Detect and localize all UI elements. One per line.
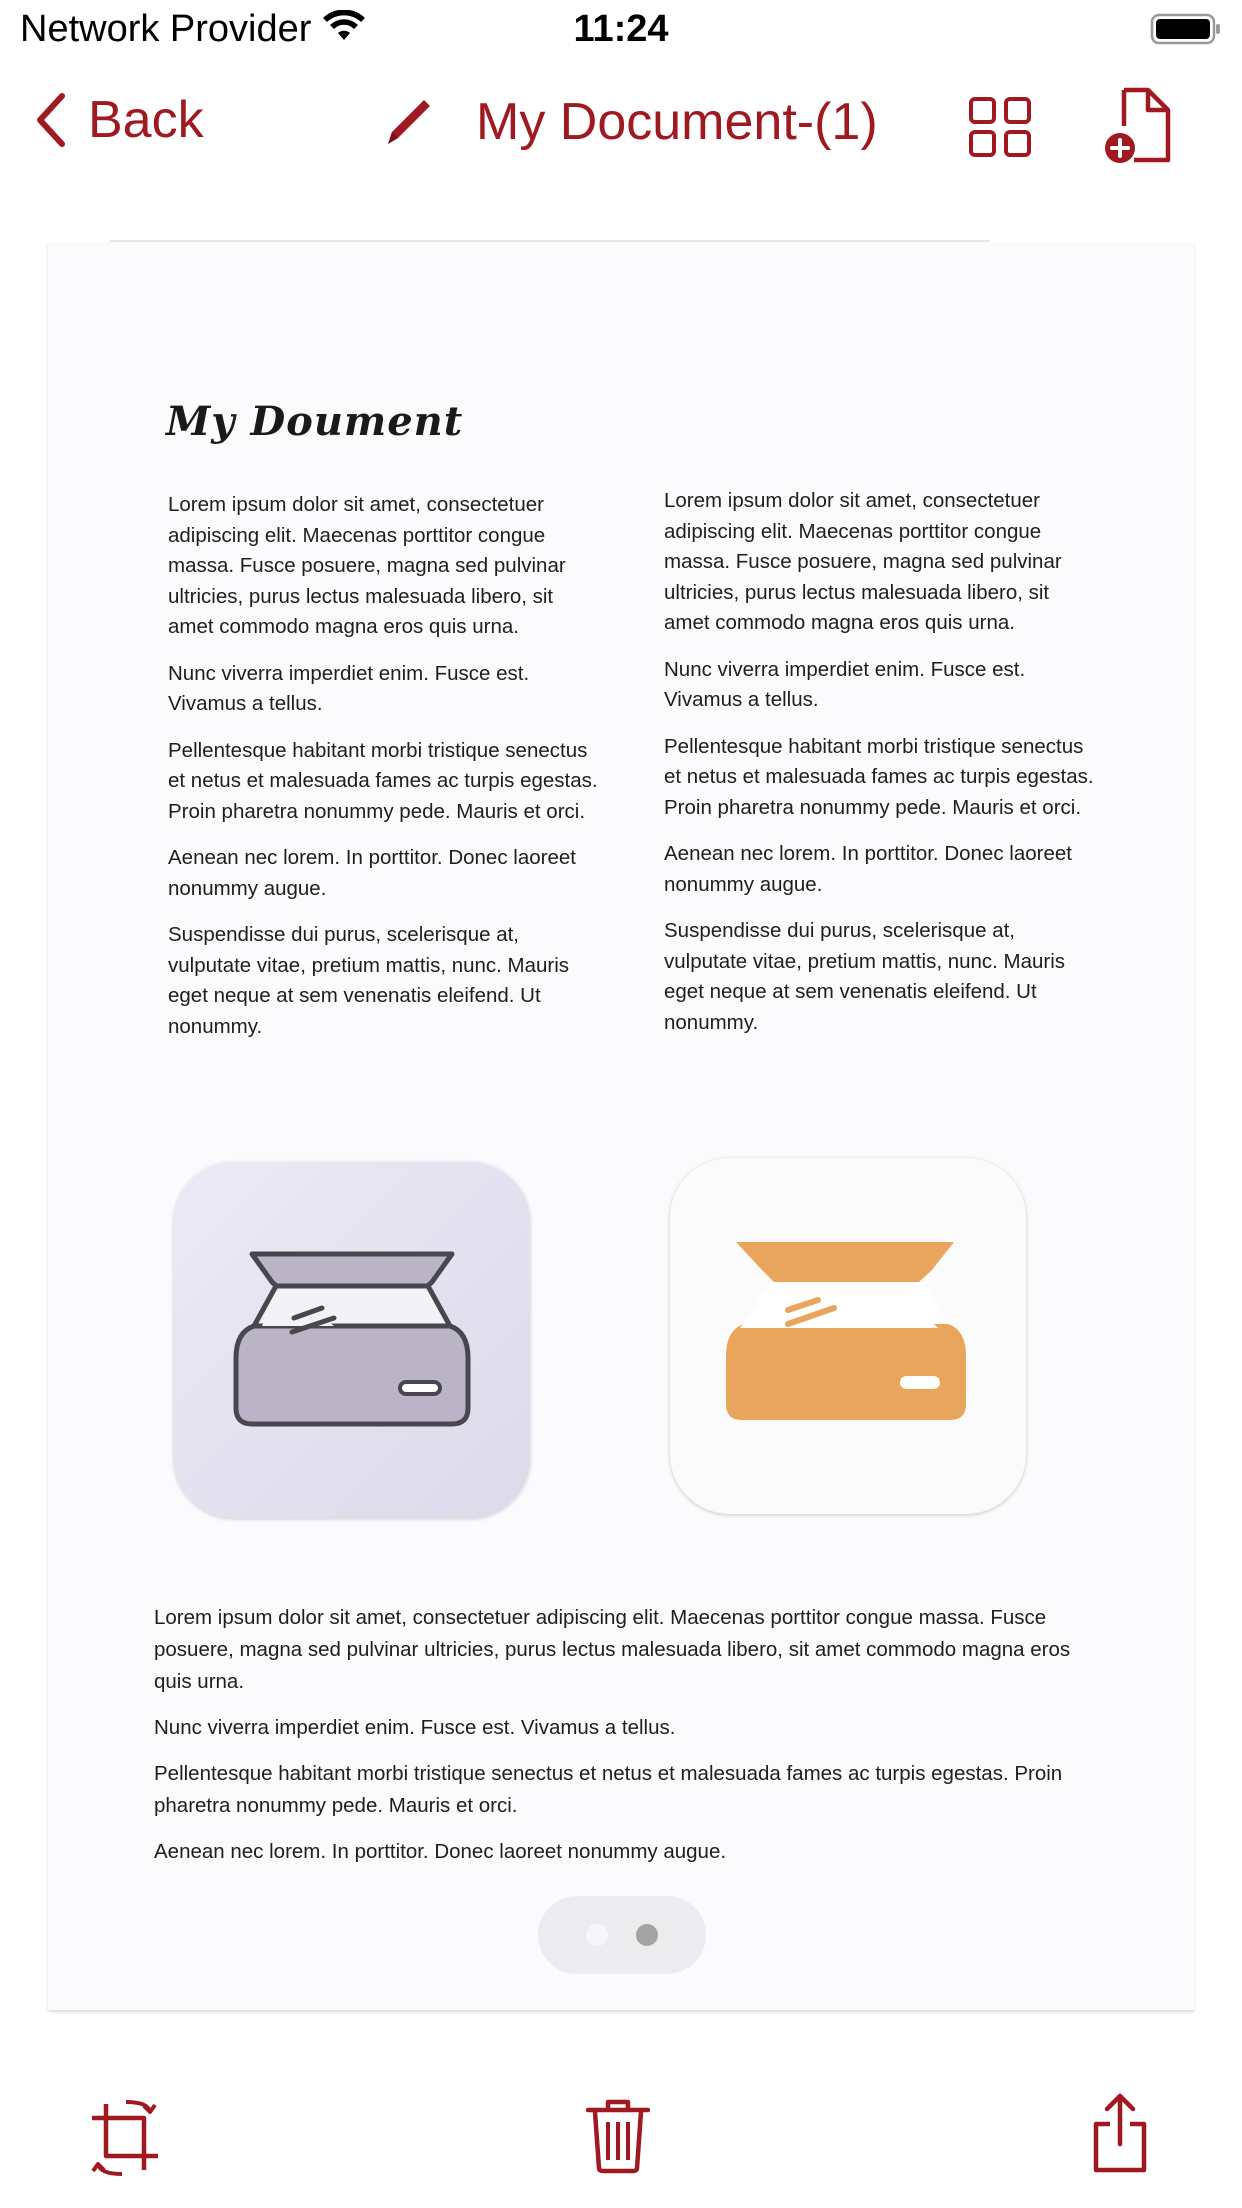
doc-title: My Doument: [166, 398, 464, 445]
scanner-icon-orange: [670, 1158, 1026, 1514]
paragraph: Lorem ipsum dolor sit amet, consectetuer adipiscing elit. Maecenas porttitor congue massa. Fusce posuere, magna sed pulvinar ultricies, purus lectus malesuada libero, sit amet commodo magna eros quis urna.: [168, 493, 566, 638]
paragraph: Nunc viverra imperdiet enim. Fusce est. Vivamus a tellus.: [168, 661, 530, 715]
paragraph: Pellentesque habitant morbi tristique senectus et netus et malesuada fames ac turpis egestas. Proin pharetra nonummy pede. Mauris et orci.: [168, 738, 598, 823]
scanner-image-orange: [670, 1158, 1026, 1514]
paragraph: Suspendisse dui purus, scelerisque at, vulputate vitae, pretium mattis, nunc. Mauris eget neque at sem venenatis eleifend. Ut nonummy.: [664, 919, 1066, 1034]
battery-icon: [1150, 12, 1222, 46]
page-indicator[interactable]: [538, 1896, 706, 1974]
rename-document-button[interactable]: [380, 92, 878, 152]
paragraph: Aenean nec lorem. In porttitor. Donec laoreet nonummy augue.: [154, 1840, 727, 1863]
text-column-left: [168, 490, 598, 1058]
grid-icon[interactable]: [968, 96, 1032, 158]
back-label: Back: [88, 91, 204, 149]
paragraph: Nunc viverra imperdiet enim. Fusce est. Vivamus a tellus.: [664, 657, 1026, 711]
share-icon[interactable]: [1090, 2092, 1150, 2174]
clock: 11:24: [573, 8, 669, 50]
paragraph: Lorem ipsum dolor sit amet, consectetuer adipiscing elit. Maecenas porttitor congue massa. Fusce posuere, magna sed pulvinar ultricies, purus lectus malesuada libero, sit amet commodo magna eros quis urna.: [664, 489, 1062, 634]
network-provider: Network Provider: [20, 8, 312, 50]
pencil-icon: [380, 94, 436, 150]
paragraph: Suspendisse dui purus, scelerisque at, vulputate vitae, pretium mattis, nunc. Mauris eget neque at sem venenatis eleifend. Ut nonummy.: [168, 923, 570, 1038]
full-width-text: [154, 1602, 1094, 1882]
text-column-right: [664, 486, 1094, 1054]
document-title: My Document-(1): [476, 93, 878, 151]
chevron-left-icon: [34, 92, 66, 148]
paragraph: Lorem ipsum dolor sit amet, consectetuer adipiscing elit. Maecenas porttitor congue massa. Fusce posuere, magna sed pulvinar ultricies, purus lectus malesuada libero, sit amet commodo magna eros quis urna.: [154, 1606, 1071, 1693]
scanner-image-gray: [174, 1162, 530, 1518]
paragraph: Pellentesque habitant morbi tristique senectus et netus et malesuada fames ac turpis egestas. Proin pharetra nonummy pede. Mauris et orci.: [664, 734, 1094, 819]
page-edge: [110, 240, 990, 242]
page-dot-1[interactable]: [586, 1924, 608, 1946]
paragraph: Aenean nec lorem. In porttitor. Donec laoreet nonummy augue.: [168, 846, 576, 900]
trash-icon[interactable]: [586, 2098, 650, 2174]
paragraph: Nunc viverra imperdiet enim. Fusce est. Vivamus a tellus.: [154, 1716, 676, 1739]
back-button[interactable]: [34, 90, 204, 150]
paragraph: Pellentesque habitant morbi tristique senectus et netus et malesuada fames ac turpis egestas. Proin pharetra nonummy pede. Mauris et orci.: [154, 1762, 1063, 1817]
scanner-icon-gray: [174, 1162, 530, 1518]
crop-rotate-icon[interactable]: [88, 2098, 160, 2178]
add-page-icon[interactable]: [1104, 86, 1176, 166]
page-dot-2[interactable]: [636, 1924, 658, 1946]
paragraph: Aenean nec lorem. In porttitor. Donec laoreet nonummy augue.: [664, 842, 1072, 896]
